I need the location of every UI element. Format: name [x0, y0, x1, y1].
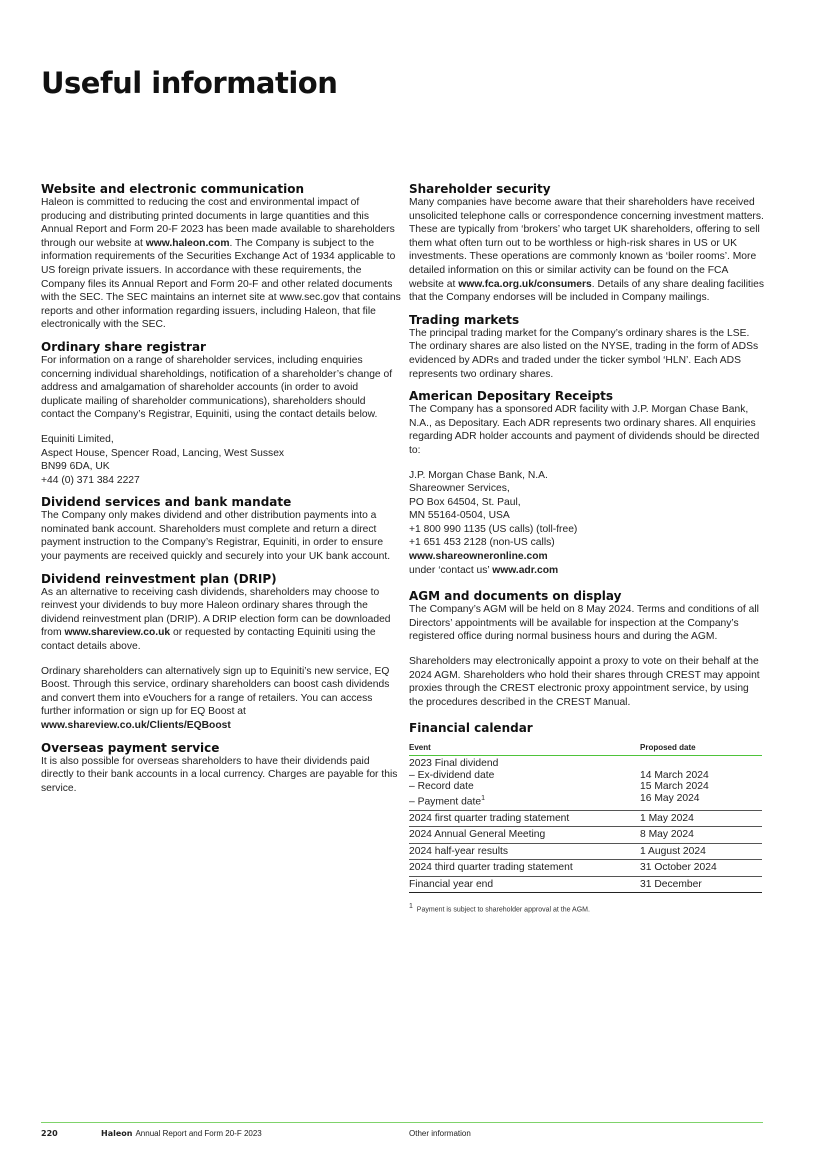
event-cell: 2024 third quarter trading statement: [409, 860, 640, 877]
drip-text-2: [41, 665, 401, 733]
date-cell: 8 May 2024: [640, 827, 762, 844]
contact-prefix: under ‘contact us’: [409, 564, 493, 576]
final-dividend-dates: [640, 756, 762, 810]
ex-dividend-date: 14 March 2024: [640, 769, 709, 781]
registrar-heading: Ordinary share registrar: [41, 339, 206, 354]
adr-link[interactable]: www.adr.com: [492, 564, 559, 576]
footer-doc-title: Annual Report and Form 20-F 2023: [135, 1129, 262, 1138]
page-number: 220: [41, 1129, 58, 1138]
table-row: [409, 876, 762, 893]
trading-heading: Trading markets: [409, 312, 520, 327]
security-text: [409, 196, 765, 305]
event-column-header: Event: [409, 743, 640, 756]
payment-date: 16 May 2024: [640, 792, 700, 804]
footer-section: Other information: [409, 1129, 471, 1138]
footnote-marker: 1: [409, 903, 413, 911]
event-cell: 2024 first quarter trading statement: [409, 810, 640, 827]
adr-heading: American Depositary Receipts: [409, 389, 614, 404]
address-line: MN 55164-0504, USA: [409, 510, 510, 522]
trading-text: The principal trading market for the Company’s ordinary shares is the LSE. The ordinary shares are also listed on the NYSE, trading in the form of ADSs evidenced by ADRs and traded under the ticker symbol ‘HLN’. Each ADS represents two ordinary shares.: [409, 327, 759, 380]
date-cell: 31 October 2024: [640, 860, 762, 877]
footer-divider: [41, 1122, 763, 1123]
address-line: BN99 6DA, UK: [41, 461, 110, 473]
table-row: [409, 756, 762, 810]
left-column: [41, 182, 401, 803]
address-line: Aspect House, Spencer Road, Lancing, West Sussex: [41, 447, 285, 459]
fca-link[interactable]: www.fca.org.uk/consumers: [458, 278, 592, 290]
table-footnote: [409, 903, 765, 913]
agm-text-2: Shareholders may electronically appoint a proxy to vote on their behalf at the 2024 AGM. Shareholders who hold their shares through CREST may appoint proxies through the CREST electronic proxy appointment service, by using the procedures described in the CREST Manual.: [409, 656, 760, 708]
security-text-a: Many companies have become aware that their shareholders have received unsolicited telephone calls or correspondence concerning investment matters. These are typically from ‘brokers’ who target UK shareholders, offering to sell them what often turn out to be worthless or high-risk shares in US or UK investments. These operations are commonly known as ‘boiler rooms’. More detailed information on this or similar activity can be found on the FCA website at: [409, 197, 764, 290]
security-text-b: . Details of any share dealing facilities that the Company endorses will be included in Company mailings.: [409, 278, 765, 304]
dividend-services-text: The Company only makes dividend and other distribution payments into a nominated bank account. Shareholders must complete and return a direct payment instruction to the Company’s Registrar, Equiniti, in order to ensure your payments are received quickly and securely into your UK bank account.: [41, 510, 391, 563]
registrar-section: [41, 340, 401, 487]
record-date-label: – Record date: [409, 781, 474, 793]
website-heading: Website and electronic communication: [41, 182, 305, 196]
final-dividend-title: 2023 Final dividend: [409, 758, 499, 770]
date-column-header: Proposed date: [640, 743, 762, 756]
drip-text-1: [41, 586, 401, 654]
date-cell: 1 August 2024: [640, 843, 762, 860]
haleon-link[interactable]: www.haleon.com: [145, 237, 230, 249]
footnote-marker: 1: [481, 794, 486, 802]
eqboost-link[interactable]: www.shareview.co.uk/Clients/EQBoost: [41, 720, 231, 731]
date-cell: 31 December: [640, 876, 762, 893]
agm-section: [409, 589, 765, 709]
payment-date-label: – Payment date: [409, 796, 482, 808]
overseas-section: [41, 741, 401, 796]
table-row: [409, 810, 762, 827]
drip-text-1b: or requested by contacting Equiniti using the contact details above.: [41, 627, 376, 653]
dividend-services-section: [41, 495, 401, 563]
table-row: [409, 843, 762, 860]
adr-text: The Company has a sponsored ADR facility with J.P. Morgan Chase Bank, N.A., as Depositary. Each ADR represents two ordinary shares. All enquiries regarding ADR holder accounts and payment of dividends should be directed to:: [409, 404, 760, 456]
date-cell: 1 May 2024: [640, 810, 762, 827]
security-section: [409, 182, 765, 305]
financial-calendar-table: [409, 743, 762, 893]
overseas-heading: Overseas payment service: [41, 740, 220, 755]
registrar-phone: +44 (0) 371 384 2227: [41, 474, 140, 486]
overseas-text: It is also possible for overseas shareholders to have their dividends paid directly to their bank accounts in a local currency. Charges are payable for this service.: [41, 755, 398, 794]
registrar-address: [41, 433, 401, 487]
final-dividend-event: [409, 756, 640, 810]
record-date: 15 March 2024: [640, 781, 709, 793]
address-line: PO Box 64504, St. Paul,: [409, 496, 521, 508]
address-line: Equiniti Limited,: [41, 433, 114, 445]
drip-text-2a: Ordinary shareholders can alternatively sign up to Equiniti’s new service, EQ Boost. Through this service, ordinary shareholders can boost cash dividends and convert them into eVouchers for a range of retailers. You can access further information or sign up for EQ Boost at: [41, 665, 390, 718]
table-row: [409, 827, 762, 844]
website-section: [41, 182, 401, 332]
event-cell: 2024 half-year results: [409, 843, 640, 860]
adr-section: [409, 389, 765, 577]
agm-text-1: The Company’s AGM will be held on 8 May 2024. Terms and conditions of all Directors’ appointments will be available for inspection at the Company’s registered office during normal business hours and during the AGM.: [409, 604, 759, 643]
drip-section: [41, 572, 401, 733]
us-phone: +1 800 990 1135 (US calls) (toll-free): [409, 523, 578, 535]
table-row: [409, 860, 762, 877]
agm-heading: AGM and documents on display: [409, 589, 622, 604]
ex-dividend-label: – Ex-dividend date: [409, 769, 495, 781]
contact-line: [409, 564, 765, 578]
page-title: Useful information: [41, 66, 338, 100]
non-us-phone: +1 651 453 2128 (non-US calls): [409, 537, 555, 549]
footer-brand: Haleon: [101, 1129, 133, 1138]
shareowneronline-link[interactable]: www.shareowneronline.com: [409, 551, 548, 563]
footer-document: [101, 1129, 262, 1138]
dividend-services-heading: Dividend services and bank mandate: [41, 495, 292, 510]
website-text-b: . The Company is subject to the information requirements of the Securities Exchange Act of 1934 applicable to US foreign private issuers. In accordance with these requirements, the Company files its Annual Report and Form 20-F and other related documents with the SEC. The SEC maintains an internet site at www.sec.gov that contains reports and other information regarding issuers, including Haleon, that file electronically with the SEC.: [41, 237, 401, 331]
event-cell: Financial year end: [409, 876, 640, 893]
footnote-text: Payment is subject to shareholder approval at the AGM.: [416, 906, 590, 914]
drip-text-1a: As an alternative to receiving cash dividends, shareholders may choose to reinvest your dividends to buy more Haleon ordinary shares through the dividend reinvestment plan (DRIP). A DRIP election form can be downloaded from: [41, 586, 391, 639]
financial-calendar-heading: Financial calendar: [409, 721, 533, 736]
right-column: [409, 182, 765, 914]
website-text: [41, 196, 401, 332]
address-line: J.P. Morgan Chase Bank, N.A.: [409, 469, 548, 481]
adr-address: [409, 469, 765, 578]
security-heading: Shareholder security: [409, 182, 551, 196]
shareview-link[interactable]: www.shareview.co.uk: [64, 627, 171, 639]
address-line: Shareowner Services,: [409, 483, 510, 495]
drip-heading: Dividend reinvestment plan (DRIP): [41, 571, 277, 586]
website-text-a: Haleon is committed to reducing the cost and environmental impact of producing and distributing printed documents in large quantities and this Annual Report and Form 20-F 2023 has been made available to shareholders through our website at: [41, 197, 395, 249]
payment-date-label-wrap: [409, 793, 640, 808]
event-cell: 2024 Annual General Meeting: [409, 827, 640, 844]
registrar-text: For information on a range of shareholder services, including enquiries concerning individual shareholdings, notification of a shareholder’s change of address and amalgamation of shareholder accounts (in order to avoid duplicate mailing of shareholder communications), shareholders should contact the Company’s Registrar, Equiniti, using the contact details below.: [41, 354, 393, 421]
trading-section: [409, 313, 765, 381]
